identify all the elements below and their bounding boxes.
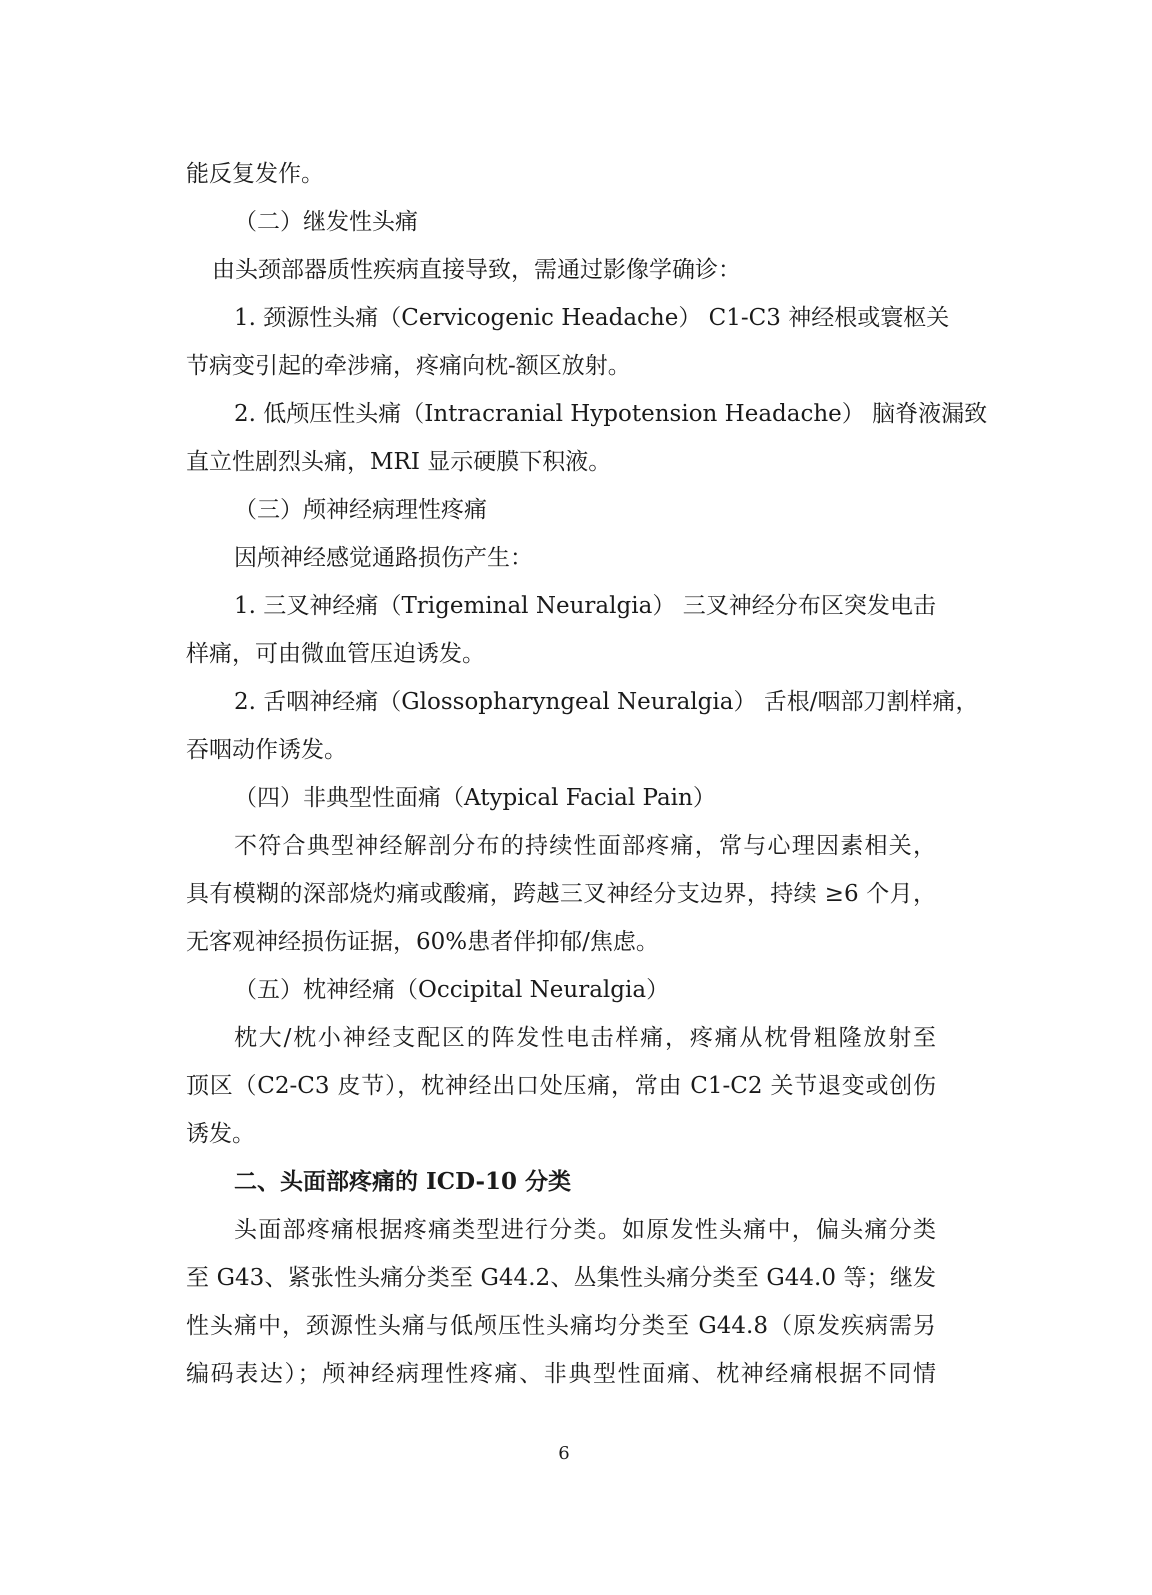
list-item: 2. 低颅压性头痛（Intracranial Hypotension Headache） 脑脊液漏致 — [234, 401, 988, 427]
paragraph-line: 吞咽动作诱发。 — [186, 737, 347, 763]
section-heading: （二）继发性头痛 — [234, 209, 418, 235]
paragraph-line: 具有模糊的深部烧灼痛或酸痛，跨越三叉神经分支边界，持续 ≥6 个月， — [186, 881, 936, 907]
page-number: 6 — [558, 1443, 570, 1464]
paragraph-line: 能反复发作。 — [186, 161, 324, 187]
list-item: 1. 颈源性头痛（Cervicogenic Headache） C1-C3 神经根或寰枢关 — [234, 305, 950, 331]
list-item: 1. 三叉神经痛（Trigeminal Neuralgia） 三叉神经分布区突发电击 — [234, 593, 936, 619]
paragraph-line: 性头痛中，颈源性头痛与低颅压性头痛均分类至 G44.8（原发疾病需另 — [186, 1313, 936, 1339]
paragraph-line: 至 G43、紧张性头痛分类至 G44.2、丛集性头痛分类至 G44.0 等；继发 — [186, 1265, 936, 1291]
paragraph-line: 因颅神经感觉通路损伤产生： — [234, 545, 533, 571]
paragraph-line: 诱发。 — [186, 1121, 255, 1147]
paragraph-line: 编码表达）；颅神经病理性疼痛、非典型性面痛、枕神经痛根据不同情 — [186, 1361, 936, 1387]
paragraph-line: 样痛，可由微血管压迫诱发。 — [186, 641, 485, 667]
paragraph-line: 枕大/枕小神经支配区的阵发性电击样痛，疼痛从枕骨粗隆放射至 — [234, 1025, 936, 1051]
chapter-heading: 二、头面部疼痛的 ICD-10 分类 — [234, 1168, 572, 1195]
paragraph-line: 顶区（C2-C3 皮节），枕神经出口处压痛，常由 C1-C2 关节退变或创伤 — [186, 1073, 936, 1099]
paragraph-line: 不符合典型神经解剖分布的持续性面部疼痛，常与心理因素相关， — [234, 833, 936, 859]
paragraph-line: 由头颈部器质性疾病直接导致，需通过影像学确诊： — [212, 257, 741, 283]
section-heading: （五）枕神经痛（Occipital Neuralgia） — [234, 977, 670, 1003]
paragraph-line: 无客观神经损伤证据，60%患者伴抑郁/焦虑。 — [186, 929, 659, 955]
list-item: 2. 舌咽神经痛（Glossopharyngeal Neuralgia） 舌根/咽部刀割样痛， — [234, 689, 979, 715]
section-heading: （四）非典型性面痛（Atypical Facial Pain） — [234, 785, 716, 811]
paragraph-line: 直立性剧烈头痛，MRI 显示硬膜下积液。 — [186, 449, 612, 475]
section-heading: （三）颅神经病理性疼痛 — [234, 497, 487, 523]
paragraph-line: 节病变引起的牵涉痛，疼痛向枕-额区放射。 — [186, 353, 631, 379]
paragraph-line: 头面部疼痛根据疼痛类型进行分类。如原发性头痛中，偏头痛分类 — [234, 1217, 936, 1243]
